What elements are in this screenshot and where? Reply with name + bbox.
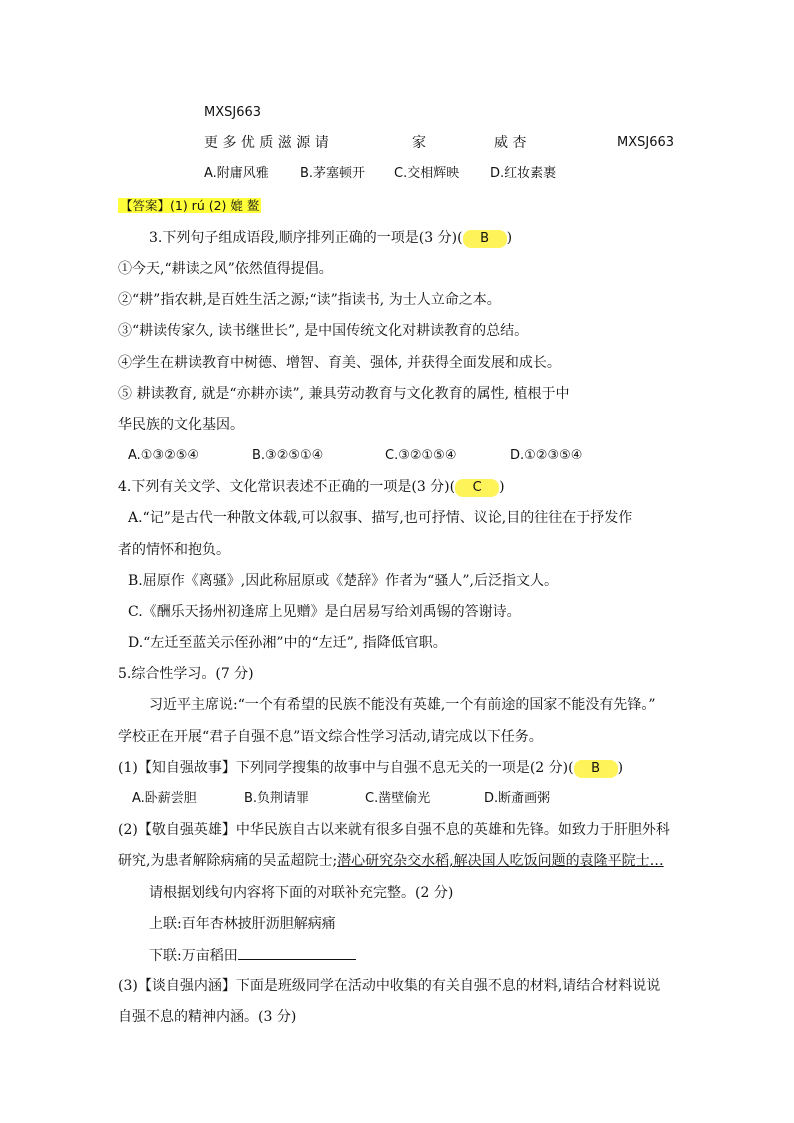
q3-stem-text: 3.下列句子组成语段,顺序排列正确的一项是(3 分)( — [149, 230, 463, 246]
q4-stem — [118, 477, 505, 497]
q5-sub3-line-2: 自强不息的精神内涵。(3 分) — [118, 1009, 297, 1025]
q5-sub2-line-2 — [118, 851, 664, 871]
q3-option-d: D.①②③⑤④ — [510, 448, 583, 463]
promo-jia: 家 — [412, 135, 426, 151]
couplet-lower-text: 下联:万亩稻田 — [149, 948, 238, 964]
q4-option-b: B.屈原作《离骚》,因此称屈原或《楚辞》作者为“骚人”,后泛指文人。 — [128, 573, 558, 589]
answer-highlight: 【答案】(1) rú (2) 媲 鳌 — [120, 198, 260, 213]
q2-option-d: D.红妆素裹 — [490, 166, 557, 181]
q3-sentence-5a: ⑤ 耕读教育, 就是“亦耕亦读”, 兼具劳动教育与文化教育的属性, 植根于中 — [118, 386, 570, 402]
q5-sub1-text: (1)【知自强故事】下列同学搜集的故事中与自强不息无关的一项是(2 分)( — [118, 760, 574, 776]
couplet-blank[interactable] — [238, 945, 356, 960]
q4-option-a-line2: 者的情怀和抱负。 — [118, 542, 230, 558]
q5-title: 5.综合性学习。(7 分) — [118, 666, 254, 682]
q5-sub1-option-b: B.负荆请罪 — [244, 791, 310, 806]
q5-sub1-option-d: D.断齑画粥 — [484, 791, 551, 806]
q4-stem-text: 4.下列有关文学、文化常识表述不正确的一项是(3 分)( — [118, 479, 456, 495]
q5-intro-1: 习近平主席说:“一个有希望的民族不能没有英雄,一个有前途的国家不能没有先锋。” — [149, 697, 656, 713]
q5-sub1-option-c: C.凿壁偷光 — [365, 791, 431, 806]
q5-sub2-plain: 研究,为患者解除病痛的吴孟超院士; — [118, 853, 338, 869]
q4-answer-box: C — [455, 479, 499, 497]
q4-stem-close: ) — [499, 479, 505, 495]
q5-sub2-underlined: 潜心研究杂交水稻,解决国人吃饭问题的袁隆平院士… — [337, 853, 664, 869]
q3-option-a: A.①③②⑤④ — [128, 448, 200, 463]
q3-stem — [149, 228, 512, 248]
q2-option-a: A.附庸风雅 — [204, 166, 269, 181]
answer-line — [118, 196, 261, 216]
q5-sub1-option-a: A.卧薪尝胆 — [132, 791, 197, 806]
couplet-lower — [149, 945, 356, 966]
q2-option-c: C.交相辉映 — [394, 166, 460, 181]
q3-sentence-5b: 华民族的文化基因。 — [118, 417, 244, 433]
q3-option-b: B.③②⑤①④ — [252, 448, 324, 463]
promo-weixing: 威 杏 — [494, 135, 527, 151]
q5-sub2-instruction: 请根据划线句内容将下面的对联补充完整。(2 分) — [149, 885, 454, 901]
q3-sentence-3: ③“耕读传家久, 读书继世长”, 是中国传统文化对耕读教育的总结。 — [118, 323, 529, 339]
code-line: MXSJ663 — [204, 105, 262, 120]
q5-sub2-line-1: (2)【敬自强英雄】中华民族自古以来就有很多自强不息的英雄和先锋。如致力于肝胆外科 — [118, 822, 670, 838]
promo-line — [204, 133, 329, 153]
q5-sub1-answer-box: B — [574, 760, 618, 778]
q3-sentence-1: ①今天,“耕读之风”依然值得提倡。 — [118, 261, 333, 277]
q4-option-d: D.“左迁至蓝关示侄孙湘”中的“左迁”, 指降低官职。 — [128, 635, 447, 651]
promo-left: 更 多 优 质 滋 源 请 — [204, 135, 329, 151]
q3-option-c: C.③②①⑤④ — [385, 448, 457, 463]
q5-sub3-line-1: (3)【谈自强内涵】下面是班级同学在活动中收集的有关自强不息的材料,请结合材料说说 — [118, 978, 661, 994]
q4-option-a-line1: A.“记”是古代一种散文体载,可以叙事、描写,也可抒情、议论,目的往往在于抒发作 — [128, 510, 633, 526]
couplet-upper: 上联:百年杏林披肝沥胆解病痛 — [149, 916, 336, 932]
q3-sentence-2: ②“耕”指农耕,是百姓生活之源;“读”指读书, 为士人立命之本。 — [118, 292, 501, 308]
promo-code: MXSJ663 — [617, 135, 675, 150]
q3-stem-close: ) — [506, 230, 513, 246]
q5-sub1-stem — [118, 758, 623, 778]
q3-answer-box: B — [463, 230, 507, 248]
q5-sub1-close: ) — [617, 760, 624, 776]
q4-option-c: C.《酬乐天扬州初逢席上见赠》是白居易写给刘禹锡的答谢诗。 — [128, 604, 521, 620]
q2-option-b: B.茅塞顿开 — [300, 166, 366, 181]
q5-intro-2: 学校正在开展“君子自强不息”语文综合性学习活动,请完成以下任务。 — [118, 729, 543, 745]
q3-sentence-4: ④学生在耕读教育中树德、增智、育美、强体, 并获得全面发展和成长。 — [118, 355, 561, 371]
